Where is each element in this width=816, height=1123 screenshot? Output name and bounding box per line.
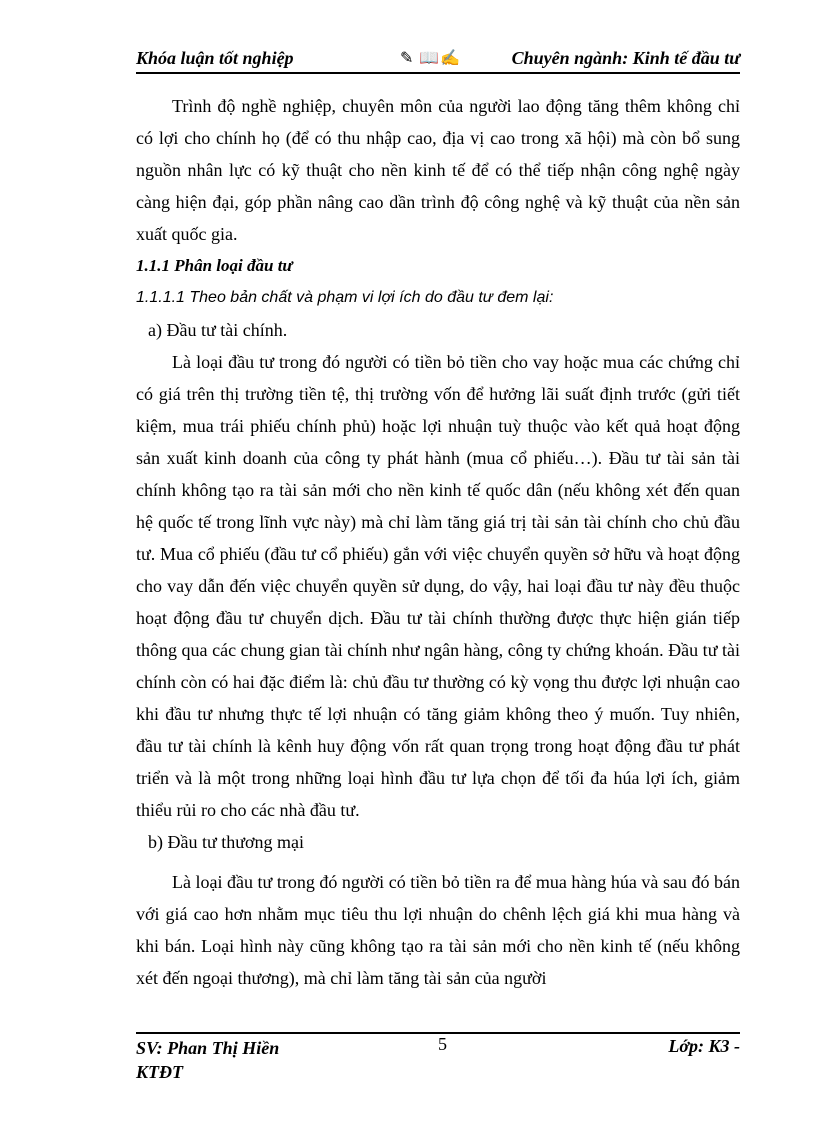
header-major: Chuyên ngành: Kinh tế đầu tư [511,48,740,68]
section-heading: 1.1.1 Phân loại đầu tư [136,256,293,275]
header-thesis-title: Khóa luận tốt nghiệp [136,48,294,68]
page-header [136,48,740,74]
paragraph-trade-investment: Là loại đầu tư trong đó người có tiền bỏ tiền ra để mua hàng húa và sau đó bán với giá cao hơn nhằm mục tiêu thu lợi nhuận do chênh lệch giá khi mua hàng và khi bán. Loại hình này cũng không tạo ra tài sản mới cho nền kinh tế (nếu không xét đến ngoại thương), mà chỉ làm tăng tài sản của người [136,872,740,988]
paragraph-financial-investment: Là loại đầu tư trong đó người có tiền bỏ tiền cho vay hoặc mua các chứng chỉ có giá trên thị trường tiền tệ, thị trường vốn để hưởng lãi suất định trước (gửi tiết kiệm, mua trái phiếu chính phủ) hoặc lợi nhuận tuỳ thuộc vào kết quả hoạt động sản xuất kinh doanh của công ty phát hành (mua cổ phiếu…). Đầu tư tài sản tài chính không tạo ra tài sản mới cho nền kinh tế quốc dân (nếu không xét đến quan hệ quốc tế trong lĩnh vực này) mà chỉ làm tăng giá trị tài sản tài chính cho chủ đầu tư. Mua cổ phiếu (đầu tư cổ phiếu) gắn với việc chuyển quyền sở hữu và hoạt động cho vay dẫn đến việc chuyển quyền sử dụng, do vậy, hai loại đầu tư này đều thuộc hoạt động đầu tư chuyển dịch. Đầu tư tài chính thường được thực hiện gián tiếp thông qua các chung gian tài chính như ngân hàng, công ty chứng khoán. Đầu tư tài chính còn có hai đặc điểm là: chủ đầu tư thường có kỳ vọng thu được lợi nhuận cao khi đầu tư nhưng thực tế lợi nhuận có tăng giảm không theo ý muốn. Tuy nhiên, đầu tư tài chính là kênh huy động vốn rất quan trọng trong hoạt động đầu tư phát triển và là một trong những loại hình đầu tư lựa chọn để tối đa húa lợi ích, giảm thiểu rủi ro cho các nhà đầu tư. [136,352,740,820]
footer-student: SV: Phan Thị Hiền KTĐT [136,1038,280,1082]
page-body [136,90,740,994]
page-number: 5 [438,1034,447,1054]
paragraph-intro: Trình độ nghề nghiệp, chuyên môn của người lao động tăng thêm không chỉ có lợi cho chính họ (để có thu nhập cao, địa vị cao trong xã hội) mà còn bổ sung nguồn nhân lực có kỹ thuật cho nền kinh tế để có thể tiếp nhận công nghệ ngày càng hiện đại, góp phần nâng cao dần trình độ công nghệ và kỹ thuật của nền sản xuất quốc gia. [136,96,740,244]
page-footer [136,1032,740,1084]
subsection-heading: 1.1.1.1 Theo bản chất và phạm vi lợi ích do đầu tư đem lại: [136,289,554,306]
footer-class: Lớp: K3 - [668,1036,740,1056]
header-ornament-icon: ✎ 📖✍ [400,50,462,67]
list-item-a: a) Đầu tư tài chính. [148,320,288,340]
list-item-b: b) Đầu tư thương mại [148,832,305,852]
